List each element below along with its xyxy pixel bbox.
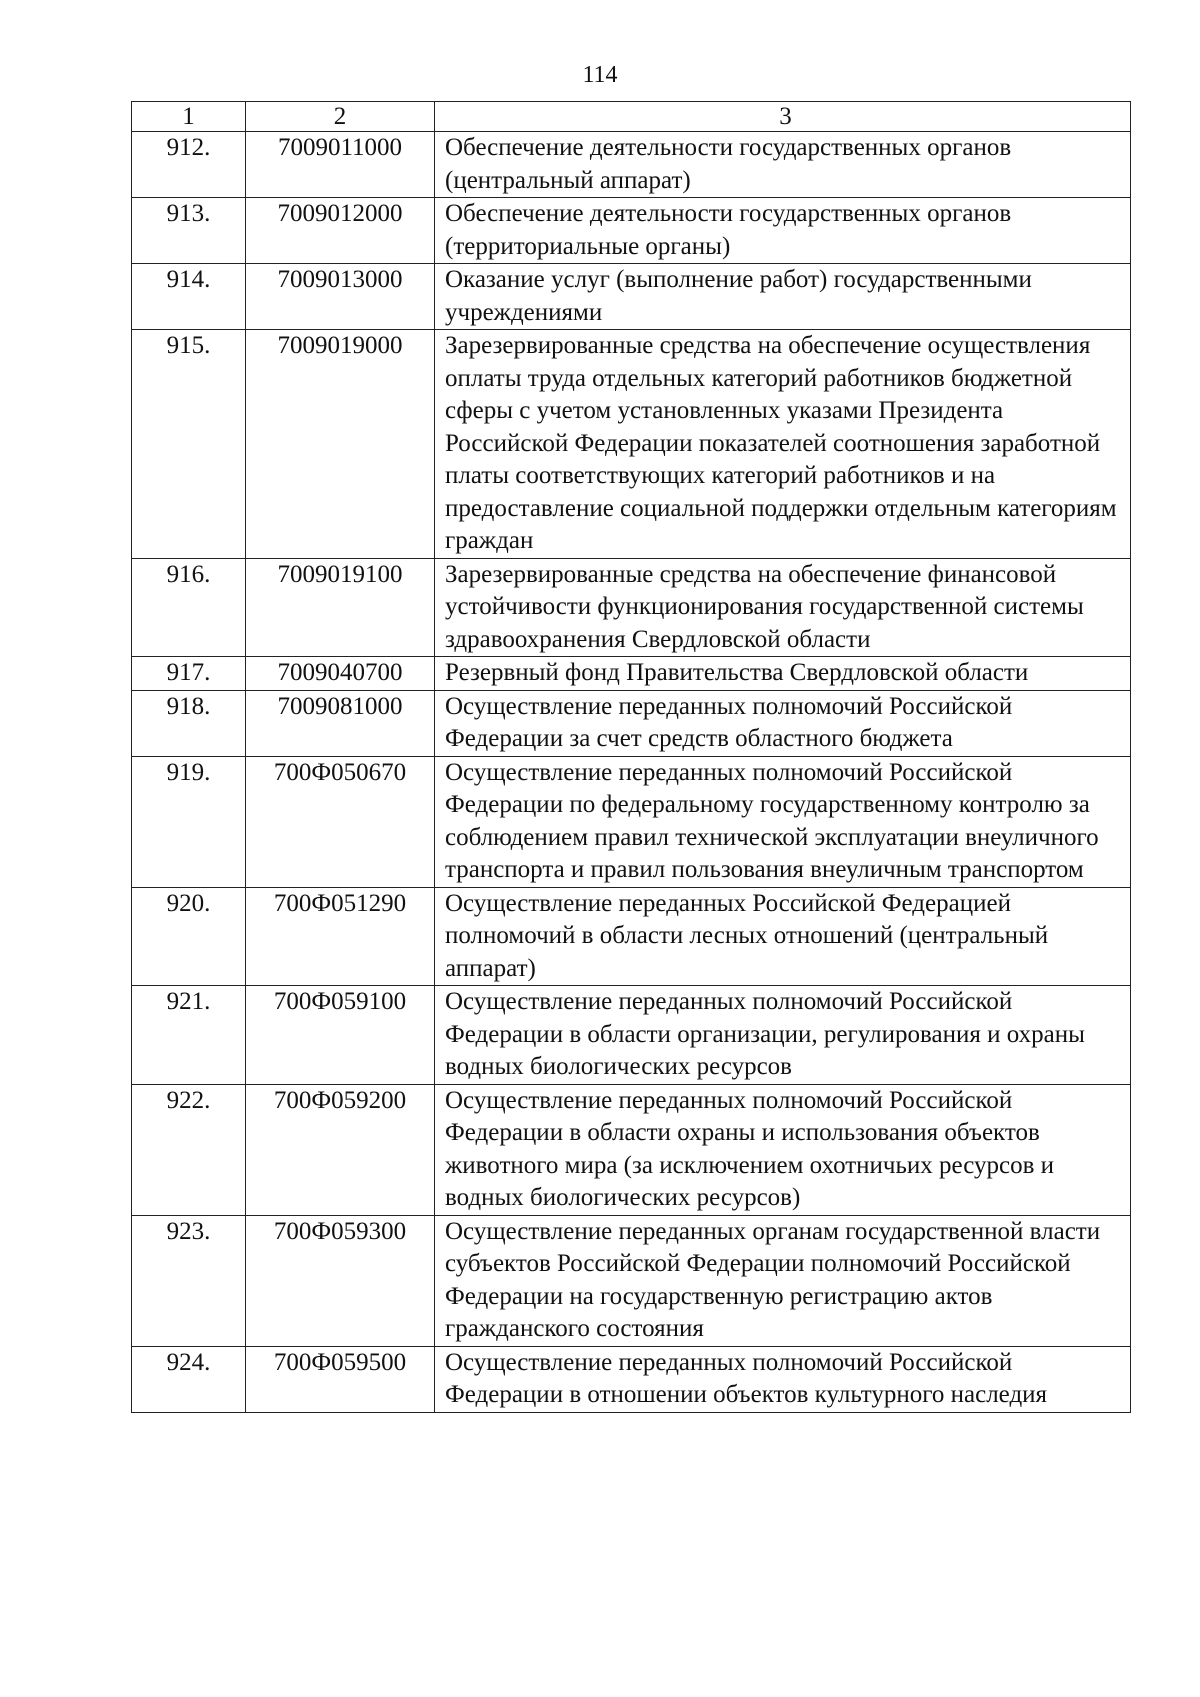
table-row bbox=[132, 1215, 1131, 1346]
table-header-row bbox=[132, 102, 1131, 132]
table-row bbox=[132, 330, 1131, 559]
row-number: 923. bbox=[132, 1215, 246, 1346]
budget-code: 7009013000 bbox=[246, 264, 435, 330]
table-body bbox=[132, 102, 1131, 1413]
row-description: Резервный фонд Правительства Свердловской области bbox=[435, 657, 1131, 691]
table-row bbox=[132, 657, 1131, 691]
row-number: 913. bbox=[132, 198, 246, 264]
budget-code: 7009012000 bbox=[246, 198, 435, 264]
budget-code: 7009081000 bbox=[246, 690, 435, 756]
row-number: 920. bbox=[132, 887, 246, 986]
row-description: Осуществление переданных полномочий Российской Федерации в области охраны и использования объектов животного мира (за исключением охотничьих ресурсов и водных биологических ресурсов) bbox=[435, 1084, 1131, 1215]
row-description: Зарезервированные средства на обеспечение финансовой устойчивости функционирования государственной системы здравоохранения Свердловской области bbox=[435, 558, 1131, 657]
table-row bbox=[132, 690, 1131, 756]
column-header-2: 2 bbox=[246, 102, 435, 132]
row-description: Обеспечение деятельности государственных органов (центральный аппарат) bbox=[435, 132, 1131, 198]
table-row bbox=[132, 986, 1131, 1085]
table-row bbox=[132, 756, 1131, 887]
row-number: 912. bbox=[132, 132, 246, 198]
row-description: Осуществление переданных органам государственной власти субъектов Российской Федерации полномочий Российской Федерации на государственную регистрацию актов гражданского состояния bbox=[435, 1215, 1131, 1346]
budget-code-table bbox=[131, 101, 1131, 1413]
row-number: 916. bbox=[132, 558, 246, 657]
budget-code: 7009019100 bbox=[246, 558, 435, 657]
row-description: Осуществление переданных полномочий Российской Федерации по федеральному государственному контролю за соблюдением правил технической эксплуатации внеуличного транспорта и правил пользования внеуличным транспортом bbox=[435, 756, 1131, 887]
row-number: 914. bbox=[132, 264, 246, 330]
budget-code: 700Ф051290 bbox=[246, 887, 435, 986]
budget-code: 7009040700 bbox=[246, 657, 435, 691]
row-description: Осуществление переданных полномочий Российской Федерации в отношении объектов культурного наследия bbox=[435, 1346, 1131, 1412]
row-number: 917. bbox=[132, 657, 246, 691]
budget-code: 7009019000 bbox=[246, 330, 435, 559]
row-description: Осуществление переданных Российской Федерацией полномочий в области лесных отношений (центральный аппарат) bbox=[435, 887, 1131, 986]
row-description: Осуществление переданных полномочий Российской Федерации в области организации, регулирования и охраны водных биологических ресурсов bbox=[435, 986, 1131, 1085]
table-row bbox=[132, 887, 1131, 986]
row-number: 915. bbox=[132, 330, 246, 559]
row-description: Осуществление переданных полномочий Российской Федерации за счет средств областного бюджета bbox=[435, 690, 1131, 756]
table-row bbox=[132, 132, 1131, 198]
row-description: Оказание услуг (выполнение работ) государственными учреждениями bbox=[435, 264, 1131, 330]
budget-code: 700Ф059200 bbox=[246, 1084, 435, 1215]
row-description: Обеспечение деятельности государственных органов (территориальные органы) bbox=[435, 198, 1131, 264]
page-number: 114 bbox=[582, 62, 618, 88]
budget-code: 7009011000 bbox=[246, 132, 435, 198]
table-row bbox=[132, 1084, 1131, 1215]
row-number: 924. bbox=[132, 1346, 246, 1412]
row-number: 919. bbox=[132, 756, 246, 887]
row-number: 922. bbox=[132, 1084, 246, 1215]
row-number: 918. bbox=[132, 690, 246, 756]
table-row bbox=[132, 264, 1131, 330]
budget-code: 700Ф059300 bbox=[246, 1215, 435, 1346]
budget-code: 700Ф059100 bbox=[246, 986, 435, 1085]
table-row bbox=[132, 558, 1131, 657]
budget-code: 700Ф050670 bbox=[246, 756, 435, 887]
row-number: 921. bbox=[132, 986, 246, 1085]
column-header-3: 3 bbox=[435, 102, 1131, 132]
row-description: Зарезервированные средства на обеспечение осуществления оплаты труда отдельных категорий работников бюджетной сферы с учетом установленных указами Президента Российской Федерации показателей соотношения заработной платы соответствующих категорий работников и на предоставление социальной поддержки отдельным категориям граждан bbox=[435, 330, 1131, 559]
table-row bbox=[132, 1346, 1131, 1412]
column-header-1: 1 bbox=[132, 102, 246, 132]
budget-code: 700Ф059500 bbox=[246, 1346, 435, 1412]
table-row bbox=[132, 198, 1131, 264]
